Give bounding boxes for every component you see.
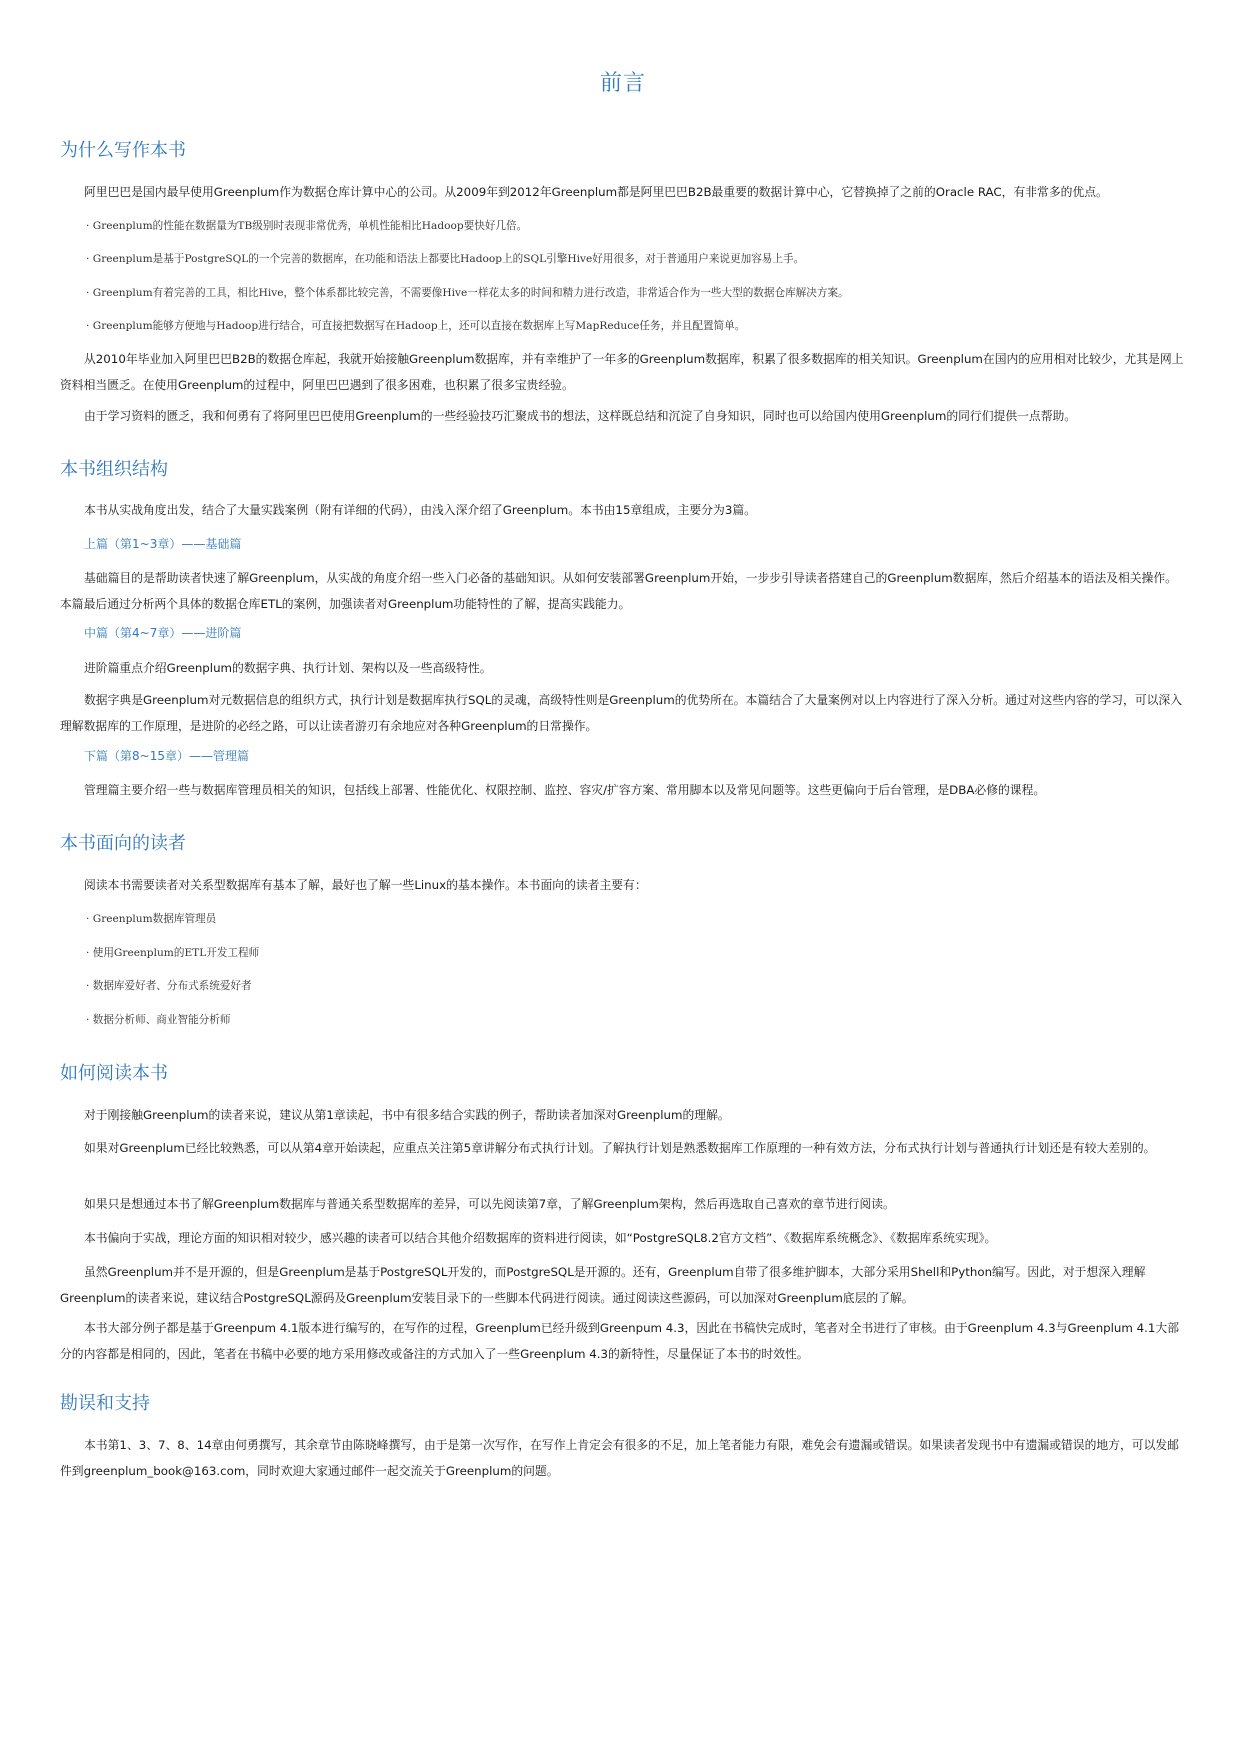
bullet-item: · Greenplum的性能在数据量为TB级别时表现非常优秀，单机性能相比Hadoop要快好几倍。 [86, 220, 528, 232]
section-heading-errata: 勘误和支持 [60, 1393, 150, 1414]
part-title: 下篇（第8~15章）——管理篇 [84, 749, 249, 763]
paragraph: 阿里巴巴是国内最早使用Greenplum作为数据仓库计算中心的公司。从2009年到2012年Greenplum都是阿里巴巴B2B最重要的数据计算中心，它替换掉了之前的Oracle RAC，有非常多的优点。 [84, 185, 1108, 199]
paragraph: 本书从实战角度出发，结合了大量实践案例（附有详细的代码），由浅入深介绍了Greenplum。本书由15章组成，主要分为3篇。 [84, 503, 756, 517]
paragraph: 数据字典是Greenplum对元数据信息的组织方式，执行计划是数据库执行SQL的灵魂，高级特性则是Greenplum的优势所在。本篇结合了大量案例对以上内容进行了深入分析。通过对这些内容的学习，可以深入理解数据库的工作原理，是进阶的必经之路，可以让读者游刃有余地应对各种Greenplum的日常操作。 [60, 693, 1183, 733]
paragraph: 由于学习资料的匮乏，我和何勇有了将阿里巴巴使用Greenplum的一些经验技巧汇聚成书的想法，这样既总结和沉淀了自身知识，同时也可以给国内使用Greenplum的同行们提供一点帮助。 [84, 409, 1077, 423]
bullet-item: · Greenplum是基于PostgreSQL的一个完善的数据库，在功能和语法上都要比Hadoop上的SQL引擎Hive好用很多，对于普通用户来说更加容易上手。 [86, 253, 805, 265]
bullet-item: · Greenplum数据库管理员 [86, 913, 217, 925]
page-title: 前言 [599, 71, 646, 96]
paragraph: 如果对Greenplum已经比较熟悉，可以从第4章开始读起，应重点关注第5章讲解分布式执行计划。了解执行计划是熟悉数据库工作原理的一种有效方法，分布式执行计划与普通执行计划还是有较大差别的。 [84, 1141, 1156, 1155]
paragraph: 虽然Greenplum并不是开源的，但是Greenplum是基于PostgreSQL开发的，而PostgreSQL是开源的。还有，Greenplum自带了很多维护脚本，大部分采用Shell和Python编写。因此，对于想深入理解Greenplum的读者来说，建议结合PostgreSQL源码及Greenplum安装目录下的一些脚本代码进行阅读。通过阅读这些源码，可以加深对Greenplum底层的了解。 [60, 1265, 1146, 1305]
section-heading-structure: 本书组织结构 [60, 459, 168, 480]
bullet-item: · 数据分析师、商业智能分析师 [86, 1014, 231, 1026]
paragraph: 基础篇目的是帮助读者快速了解Greenplum，从实战的角度介绍一些入门必备的基础知识。从如何安装部署Greenplum开始，一步步引导读者搭建自己的Greenplum数据库，然后介绍基本的语法及相关操作。本篇最后通过分析两个具体的数据仓库ETL的案例，加强读者对Greenplum功能特性的了解，提高实践能力。 [60, 571, 1177, 611]
section-heading-howto: 如何阅读本书 [60, 1063, 168, 1084]
paragraph: 对于刚接触Greenplum的读者来说，建议从第1章读起，书中有很多结合实践的例子，帮助读者加深对Greenplum的理解。 [84, 1108, 730, 1122]
paragraph: 本书大部分例子都是基于Greenpum 4.1版本进行编写的，在写作的过程，Greenplum已经升级到Greenpum 4.3，因此在书稿快完成时，笔者对全书进行了审核。由于Greenplum 4.3与Greenplum 4.1大部分的内容都是相同的，因此，笔者在书稿中必要的地方采用修改或备注的方式加入了一些Greenplum 4.3的新特性，尽量保证了本书的时效性。 [60, 1321, 1180, 1361]
paragraph: 管理篇主要介绍一些与数据库管理员相关的知识，包括线上部署、性能优化、权限控制、监控、容灾/扩容方案、常用脚本以及常见问题等。这些更偏向于后台管理，是DBA必修的课程。 [84, 783, 1046, 797]
section-heading-why: 为什么写作本书 [60, 140, 186, 161]
paragraph: 本书偏向于实战，理论方面的知识相对较少，感兴趣的读者可以结合其他介绍数据库的资料进行阅读，如“PostgreSQL8.2官方文档”、《数据库系统概念》、《数据库系统实现》。 [84, 1231, 997, 1245]
part-title: 中篇（第4~7章）——进阶篇 [84, 626, 242, 640]
paragraph: 本书第1、3、7、8、14章由何勇撰写，其余章节由陈晓峰撰写，由于是第一次写作，在写作上肯定会有很多的不足，加上笔者能力有限，难免会有遗漏或错误。如果读者发现书中有遗漏或错误的地方，可以发邮件到greenplum_book@163.com，同时欢迎大家通过邮件一起交流关于Greenplum的问题。 [60, 1438, 1179, 1478]
section-heading-readers: 本书面向的读者 [60, 833, 186, 854]
paragraph: 进阶篇重点介绍Greenplum的数据字典、执行计划、架构以及一些高级特性。 [84, 661, 492, 675]
part-title: 上篇（第1~3章）——基础篇 [84, 537, 242, 551]
paragraph: 如果只是想通过本书了解Greenplum数据库与普通关系型数据库的差异，可以先阅读第7章，了解Greenplum架构，然后再选取自己喜欢的章节进行阅读。 [84, 1197, 895, 1211]
bullet-item: · 使用Greenplum的ETL开发工程师 [86, 947, 260, 959]
paragraph: 阅读本书需要读者对关系型数据库有基本了解，最好也了解一些Linux的基本操作。本书面向的读者主要有： [84, 878, 647, 892]
bullet-item: · 数据库爱好者、分布式系统爱好者 [86, 980, 252, 992]
bullet-item: · Greenplum有着完善的工具，相比Hive，整个体系都比较完善，不需要像Hive一样花太多的时间和精力进行改造，非常适合作为一些大型的数据仓库解决方案。 [86, 287, 849, 299]
paragraph: 从2010年毕业加入阿里巴巴B2B的数据仓库起，我就开始接触Greenplum数据库，并有幸维护了一年多的Greenplum数据库，积累了很多数据库的相关知识。Greenplum在国内的应用相对比较少，尤其是网上资料相当匮乏。在使用Greenplum的过程中，阿里巴巴遇到了很多困难，也积累了很多宝贵经验。 [60, 352, 1184, 392]
bullet-item: · Greenplum能够方便地与Hadoop进行结合，可直接把数据写在Hadoop上，还可以直接在数据库上写MapReduce任务，并且配置简单。 [86, 320, 746, 332]
